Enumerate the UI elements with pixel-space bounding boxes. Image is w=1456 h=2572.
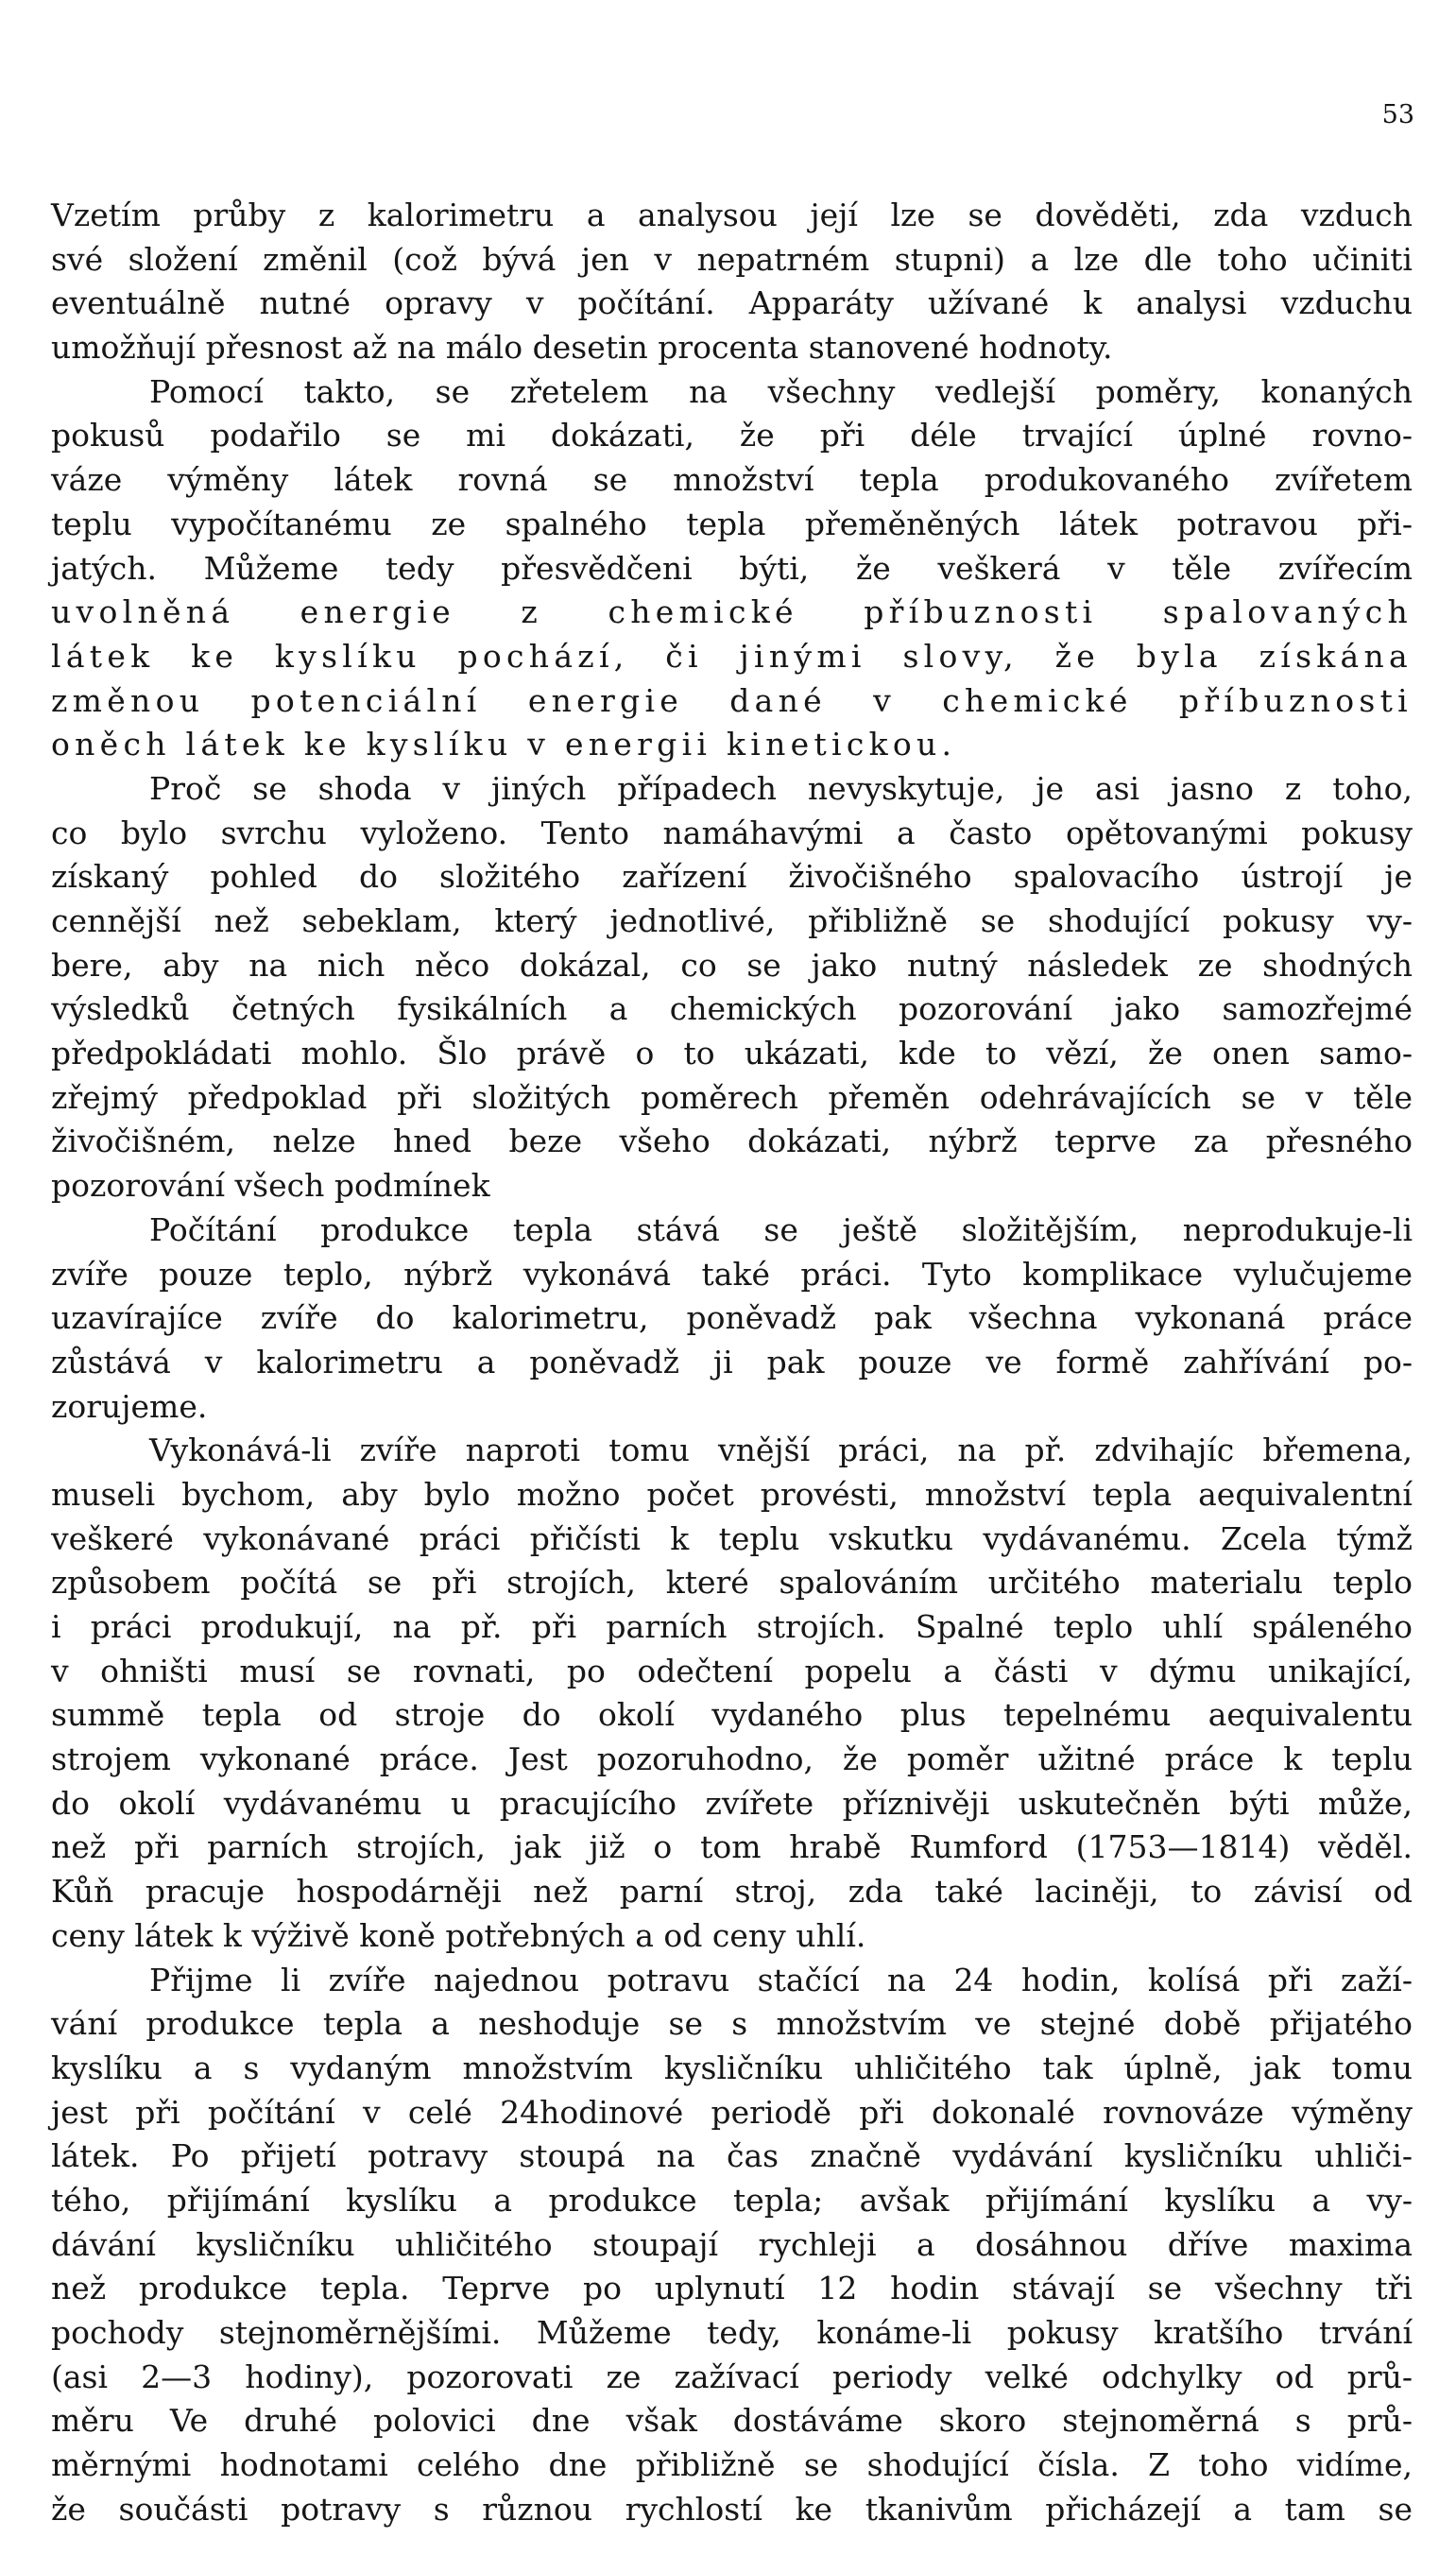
paragraph-1 xyxy=(51,194,1413,370)
text-line: jatých. Můžeme tedy přesvědčeni býti, že veškerá v těle zvířecím xyxy=(51,549,1413,587)
text-line: jest při počítání v celé 24hodinové periodě při dokonalé rovnováze výměny xyxy=(51,2093,1413,2131)
text-line: že součásti potravy s různou rychlostí ke tkanivům přicházejí a tam se xyxy=(51,2490,1413,2528)
text-line: získaný pohled do složitého zařízení živočišného spalovacího ústrojí je xyxy=(51,858,1413,896)
text-line: Vzetím průby z kalorimetru a analysou její lze se dověděti, zda vzduch xyxy=(51,197,1413,233)
text-line: teplu vypočítanému ze spalného tepla přeměněných látek potravou při- xyxy=(51,505,1413,542)
text-line: Přijme li zvíře najednou potravu stačící na 24 hodin, kolísá při zaží- xyxy=(149,1961,1413,1998)
text-line: veškeré vykonávané práci přičísti k teplu vskutku vydávanému. Zcela týmž xyxy=(51,1519,1413,1557)
text-line: než při parních strojích, jak již o tom hrabě Rumford (1753—1814) věděl. xyxy=(51,1828,1413,1866)
text-line: pozorování všech podmínek xyxy=(51,1167,490,1205)
text-line: Vykonává-li zvíře naproti tomu vnější práci, na př. zdvihajíc břemena, xyxy=(149,1432,1413,1469)
text-line: změnou potenciální energie dané v chemické příbuznosti xyxy=(51,681,1413,719)
text-line: předpokládati mohlo. Šlo právě o to ukázati, kde to vězí, že onen samo- xyxy=(51,1035,1413,1072)
page-number: 53 xyxy=(1381,100,1414,129)
paragraph-3 xyxy=(51,767,1413,1209)
text-line: vání produkce tepla a neshoduje se s množstvím ve stejné době přijatého xyxy=(51,2005,1413,2043)
text-line: uzavírajíce zvíře do kalorimetru, poněvadž pak všechna vykonaná práce xyxy=(51,1299,1413,1337)
text-line: v ohništi musí se rovnati, po odečtení popelu a části v dýmu unikající, xyxy=(51,1652,1413,1689)
text-line: Počítání produkce tepla stává se ještě složitějším, neprodukuje-li xyxy=(149,1210,1413,1248)
text-line: zorujeme. xyxy=(51,1387,208,1425)
text-line: ceny látek k výživě koně potřebných a od ceny uhlí. xyxy=(51,1916,866,1954)
text-line: oněch látek ke kyslíku v energii kinetickou. xyxy=(51,726,957,763)
text-line: do okolí vydávanému u pracujícího zvířete příznivěji uskutečněn býti může, xyxy=(51,1784,1413,1822)
text-line: bere, aby na nich něco dokázal, co se jako nutný následek ze shodných xyxy=(51,946,1413,984)
text-line: měrnými hodnotami celého dne přibližně se shodující čísla. Z toho vidíme, xyxy=(51,2446,1413,2484)
text-line: živočišném, nelze hned beze všeho dokázati, nýbrž teprve za přesného xyxy=(51,1123,1413,1160)
text-line: zůstává v kalorimetru a poněvadž ji pak pouze ve formě zahřívání po- xyxy=(51,1343,1413,1380)
paragraph-6 xyxy=(51,1959,1413,2532)
text-line: látek ke kyslíku pochází, či jinými slovy, že byla získána xyxy=(51,637,1413,675)
text-line: Proč se shoda v jiných případech nevyskytuje, je asi jasno z toho, xyxy=(149,769,1413,807)
text-line: Kůň pracuje hospodárněji než parní stroj, zda také laciněji, to závisí od xyxy=(51,1873,1413,1911)
text-line: Pomocí takto, se zřetelem na všechny vedlejší poměry, konaných xyxy=(149,372,1413,410)
text-line: pochody stejnoměrnějšími. Můžeme tedy, konáme-li pokusy kratšího trvání xyxy=(51,2314,1413,2351)
text-line: pokusů podařilo se mi dokázati, že při déle trvající úplné rovno- xyxy=(51,417,1413,454)
paragraph-4 xyxy=(51,1209,1413,1429)
text-line: eventuálně nutné opravy v počítání. Apparáty užívané k analysi vzduchu xyxy=(51,284,1413,322)
text-line: umožňují přesnost až na málo desetin procenta stanovené hodnoty. xyxy=(51,329,1113,367)
text-line: výsledků četných fysikálních a chemických pozorování jako samozřejmé xyxy=(51,990,1413,1028)
text-body xyxy=(51,194,1413,2531)
text-line: strojem vykonané práce. Jest pozoruhodno, že poměr užitné práce k teplu xyxy=(51,1740,1413,1778)
text-line: zvíře pouze teplo, nýbrž vykonává také práci. Tyto komplikace vylučujeme xyxy=(51,1255,1413,1293)
text-line: látek. Po přijetí potravy stoupá na čas značně vydávání kysličníku uhliči- xyxy=(51,2137,1413,2175)
text-line: kyslíku a s vydaným množstvím kysličníku uhličitého tak úplně, jak tomu xyxy=(51,2049,1413,2086)
text-line: cennější než sebeklam, který jednotlivé, přibližně se shodující pokusy vy- xyxy=(51,902,1413,939)
text-line: museli bychom, aby bylo možno počet provésti, množství tepla aequivalentní xyxy=(51,1475,1413,1513)
text-line: co bylo svrchu vyloženo. Tento namáhavými a často opětovanými pokusy xyxy=(51,814,1413,851)
paragraph-5 xyxy=(51,1429,1413,1958)
text-line: váze výměny látek rovná se množství tepla produkovaného zvířetem xyxy=(51,461,1413,499)
text-line: uvolněná energie z chemické příbuznosti spalovaných xyxy=(51,593,1413,631)
text-line: způsobem počítá se při strojích, které spalováním určitého materialu teplo xyxy=(51,1564,1413,1602)
text-line: své složení změnil (což bývá jen v nepatrném stupni) a lze dle toho učiniti xyxy=(51,240,1413,278)
text-line: dávání kysličníku uhličitého stoupají rychleji a dosáhnou dříve maxima xyxy=(51,2225,1413,2263)
text-line: summě tepla od stroje do okolí vydaného plus tepelnému aequivalentu xyxy=(51,1696,1413,1734)
text-line: měru Ve druhé polovici dne však dostáváme skoro stejnoměrná s prů- xyxy=(51,2402,1413,2440)
text-line: i práci produkují, na př. při parních strojích. Spalné teplo uhlí spáleného xyxy=(51,1608,1413,1645)
text-line: než produkce tepla. Teprve po uplynutí 12 hodin stávají se všechny tři xyxy=(51,2270,1413,2307)
text-line: tého, přijímání kyslíku a produkce tepla; avšak přijímání kyslíku a vy- xyxy=(51,2181,1413,2219)
paragraph-2 xyxy=(51,370,1413,767)
text-line: (asi 2—3 hodiny), pozorovati ze zažívací periody velké odchylky od prů- xyxy=(51,2358,1413,2395)
text-line: zřejmý předpoklad při složitých poměrech přeměn odehrávajících se v těle xyxy=(51,1078,1413,1116)
